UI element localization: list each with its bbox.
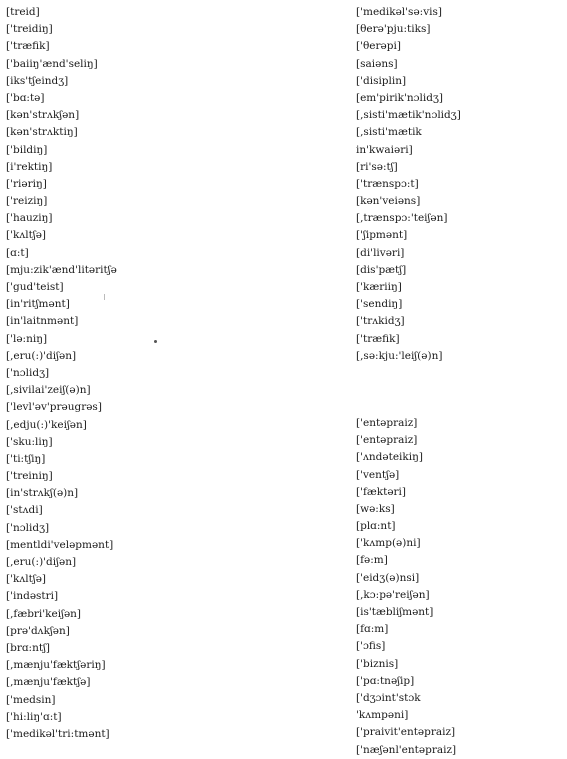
pronunciation-entry: ['praivit'entəpraiz] — [356, 726, 456, 739]
pronunciation-entry: [,fæbri'keiʃən] — [6, 607, 82, 620]
pronunciation-entry: ['dʒɔint'stɔk — [356, 691, 421, 704]
pronunciation-entry: [kən'strʌkʃən] — [6, 109, 80, 122]
ink-speck — [104, 294, 105, 300]
pronunciation-entry: [,mænju'fæktʃə] — [6, 676, 91, 689]
pronunciation-entry: ['ti:tʃiŋ] — [6, 452, 46, 465]
pronunciation-entry: ['medsin] — [6, 693, 56, 706]
pronunciation-entry: ['hi:liŋ'ɑ:t] — [6, 710, 62, 723]
pronunciation-entry: [fɑ:m] — [356, 623, 389, 636]
pronunciation-entry: ['nɔlidʒ] — [6, 521, 50, 534]
pronunciation-entry: ['kʌltʃə] — [6, 229, 47, 242]
pronunciation-entry: ['treidiŋ] — [6, 23, 53, 36]
pronunciation-entry: [,trænspɔ:'teiʃən] — [356, 212, 448, 225]
pronunciation-entry: ['ʃipmənt] — [356, 229, 408, 242]
pronunciation-entry: ['træfik] — [356, 332, 400, 345]
pronunciation-entry: ['lə:niŋ] — [6, 332, 48, 345]
pronunciation-entry: [i'rektiŋ] — [6, 160, 53, 173]
pronunciation-entry: [wə:ks] — [356, 502, 395, 515]
right-pronunciation-column — [356, 4, 461, 759]
pronunciation-entry: [brɑ:ntʃ] — [6, 641, 51, 654]
pronunciation-entry: in'kwaiəri] — [356, 143, 413, 156]
pronunciation-entry: ['gud'teist] — [6, 281, 64, 293]
pronunciation-entry: [di'livəri] — [356, 246, 405, 259]
pronunciation-entry: ['ventʃə] — [356, 468, 400, 481]
pronunciation-entry: [in'ritʃmənt] — [6, 298, 70, 311]
pronunciation-entry: ['reiziŋ] — [6, 195, 48, 208]
pronunciation-entry: ['bɑ:tə] — [6, 91, 45, 104]
pronunciation-entry: [in'laitnmənt] — [6, 315, 79, 328]
pronunciation-entry: ['træfik] — [6, 40, 50, 53]
pronunciation-entry: [plɑ:nt] — [356, 520, 396, 533]
pronunciation-entry: ['trʌkidʒ] — [356, 315, 405, 328]
pronunciation-entry: ['pɑ:tnəʃip] — [356, 674, 415, 687]
pronunciation-entry: ['θerəpi] — [356, 40, 401, 53]
pronunciation-entry: [,sisti'mætik'nɔlidʒ] — [356, 109, 461, 122]
pronunciation-entry: ['levl'əv'prəugrəs] — [6, 401, 102, 414]
left-pronunciation-column — [6, 4, 117, 743]
pronunciation-entry: [ri'sə:tʃ] — [356, 160, 398, 173]
pronunciation-entry: ['entəpraiz] — [356, 434, 418, 447]
pronunciation-entry: ['næʃənl'entəpraiz] — [356, 743, 457, 756]
pronunciation-entry: [θerə'pju:tiks] — [356, 23, 431, 36]
pronunciation-entry: [,kɔ:pə'reiʃən] — [356, 588, 430, 601]
pronunciation-entry: ['indəstri] — [6, 590, 59, 603]
right-column-top-block — [356, 4, 461, 365]
pronunciation-entry: [dis'pætʃ] — [356, 263, 407, 276]
pronunciation-entry: [treid] — [6, 6, 40, 18]
pronunciation-entry: [iks'tʃeindʒ] — [6, 74, 69, 87]
pronunciation-entry: [,eru(:)'diʃən] — [6, 556, 77, 568]
pronunciation-entry: [,edju(:)'keiʃən] — [6, 418, 87, 431]
pronunciation-entry: [prə'dʌkʃən] — [6, 624, 70, 637]
pronunciation-entry: [,mænju'fæktʃəriŋ] — [6, 659, 106, 672]
pronunciation-entry: ['kʌltʃə] — [6, 573, 47, 586]
pronunciation-entry: ['medikəl'sə:vis] — [356, 6, 442, 18]
pronunciation-entry: ['treiniŋ] — [6, 470, 53, 483]
pronunciation-entry: ['ʌndəteikiŋ] — [356, 451, 423, 464]
pronunciation-entry: ['nɔlidʒ] — [6, 366, 50, 379]
pronunciation-entry: ['entəpraiz] — [356, 416, 418, 429]
pronunciation-entry: [in'strʌkʃ(ə)n] — [6, 487, 79, 500]
pronunciation-entry: 'kʌmpəni] — [356, 709, 409, 722]
pronunciation-entry: [,sisti'mætik — [356, 126, 422, 139]
pronunciation-entry: [fə:m] — [356, 554, 388, 567]
pronunciation-entry: ['kʌmp(ə)ni] — [356, 537, 421, 550]
pronunciation-entry: [mju:zik'ænd'litəritʃə — [6, 263, 117, 276]
pronunciation-entry: [em'pirik'nɔlidʒ] — [356, 91, 443, 104]
pronunciation-entry: [saiəns] — [356, 57, 398, 70]
pronunciation-entry: ['medikəl'tri:tmənt] — [6, 727, 110, 740]
pronunciation-entry: [kən'strʌktiŋ] — [6, 126, 78, 139]
pronunciation-entry: ['eidʒ(ə)nsi] — [356, 571, 420, 584]
pronunciation-entry: ['baiiŋ'ænd'seliŋ] — [6, 57, 98, 70]
pronunciation-entry: ['bildiŋ] — [6, 143, 48, 156]
pronunciation-entry: ['hauziŋ] — [6, 212, 53, 225]
pronunciation-entry: [ɑ:t] — [6, 246, 29, 259]
pronunciation-entry: [kən'veiəns] — [356, 195, 421, 208]
pronunciation-entry: [,eru(:)'diʃən] — [6, 349, 77, 362]
ink-speck — [154, 340, 157, 343]
pronunciation-entry: [is'tæbliʃmənt] — [356, 606, 434, 618]
pronunciation-entry: [,sivilai'zeiʃ(ə)n] — [6, 384, 91, 397]
pronunciation-entry: ['biznis] — [356, 657, 399, 670]
right-column-gap — [356, 365, 461, 415]
pronunciation-entry: ['kæriiŋ] — [356, 281, 402, 293]
pronunciation-entry: ['stʌdi] — [6, 504, 43, 517]
pronunciation-entry: ['sendiŋ] — [356, 298, 403, 311]
pronunciation-entry: [mentldi'veləpmənt] — [6, 538, 114, 551]
pronunciation-entry: ['ɔfis] — [356, 640, 386, 653]
pronunciation-entry: ['sku:liŋ] — [6, 435, 53, 448]
pronunciation-entry: ['fæktəri] — [356, 485, 407, 498]
pronunciation-entry: ['trænspɔ:t] — [356, 177, 419, 190]
right-column-bottom-block — [356, 415, 461, 759]
pronunciation-entry: [,sə:kju:'leiʃ(ə)n] — [356, 349, 443, 362]
pronunciation-entry: ['riəriŋ] — [6, 177, 47, 190]
pronunciation-entry: ['disiplin] — [356, 74, 407, 87]
